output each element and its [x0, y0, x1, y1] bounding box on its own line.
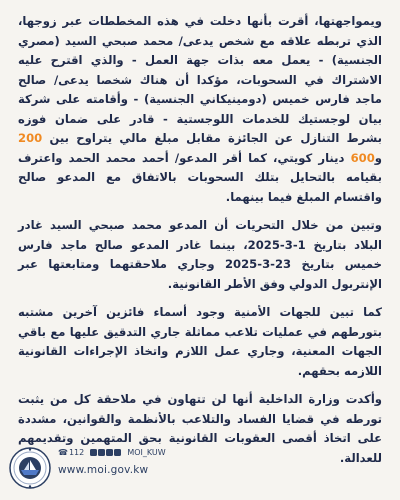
website-url[interactable]: www.moi.gov.kw: [58, 464, 149, 476]
paragraph-2: وتبين من خلال التحريات أن المدعو محمد صبحي السيد غادر البلاد بتاريخ 1-3-2025، بينما غادر المدعو صالح ماجد فارس خميس بتاريخ 23-3-2025 وجاري ملاحقتهما ومتابعتها عبر الإنتربول الدولي وفق الأطر القانونية.: [18, 218, 382, 291]
amount-high: 600: [350, 150, 375, 165]
social-icon-2[interactable]: [98, 449, 105, 456]
paragraph-1-and: و: [374, 150, 382, 165]
social-icon-3[interactable]: [106, 449, 113, 456]
paragraph-1: [18, 12, 382, 207]
amount-low: 200: [18, 131, 43, 145]
footer-contact-line: [58, 448, 169, 457]
phone-number: 112: [68, 448, 85, 457]
social-icons: [90, 448, 122, 457]
phone-group: [58, 448, 84, 457]
paragraph-1-text-b: دينار كويتي، كما أقر المدعو/ أحمد محمد الحمد واعترف بقيامه بالتحايل بتلك السحوبات بالاتفاق مع المدعو صالح واقتسام المبلغ فيما بينهما.: [18, 150, 382, 204]
emblem-logo: [8, 446, 52, 490]
paragraph-3: كما تبين للجهات الأمنية وجود أسماء فائزين آخرين مشتبه بتورطهم في عمليات تلاعب مماثلة جاري التدقيق عليها مع باقي الجهات المعنية، وجاري عمل اللازم واتخاذ الإجراءات القانونية اللازمه بحقهم.: [18, 305, 382, 378]
social-handle: MOI_KUW: [127, 448, 166, 457]
social-icon-1[interactable]: [90, 449, 97, 456]
paragraph-1-text-a: ويمواجهتها، أقرت بأنها دخلت في هذه المخططات عبر زوجها، الذي تربطه علاقه مع شخص يدعى/ محمد صبحي السيد (مصري الجنسية) - يعمل معه بذات جهة العمل - والذي اقترح عليه الاشتراك في السحوبات، مؤكدا أن هناك شخصا يدعى/ صالح ماجد فارس خميس (دومينيكاني الجنسية) - وأقامته على شركة بيان لوجستيك للخدمات اللوجستية - قادر على ضمان فوزه بشرط التنازل عن الجائزة مقابل مبلغ مالي يتراوح بين: [18, 14, 382, 145]
phone-icon: ☎: [58, 448, 68, 457]
footer: [8, 444, 258, 490]
document-body: [18, 12, 382, 477]
paragraph-4: وأكدت وزارة الداخلية أنها لن تتهاون في ملاحقة كل من يثبت تورطه في قضايا الفساد والتلاعب بالأنظمة والقوانين، مشددة على اتخاذ أقصى العقوبات القانونية بحق المتهمين وتقديمهم للعدالة.: [18, 392, 382, 465]
social-icon-4[interactable]: [114, 449, 121, 456]
